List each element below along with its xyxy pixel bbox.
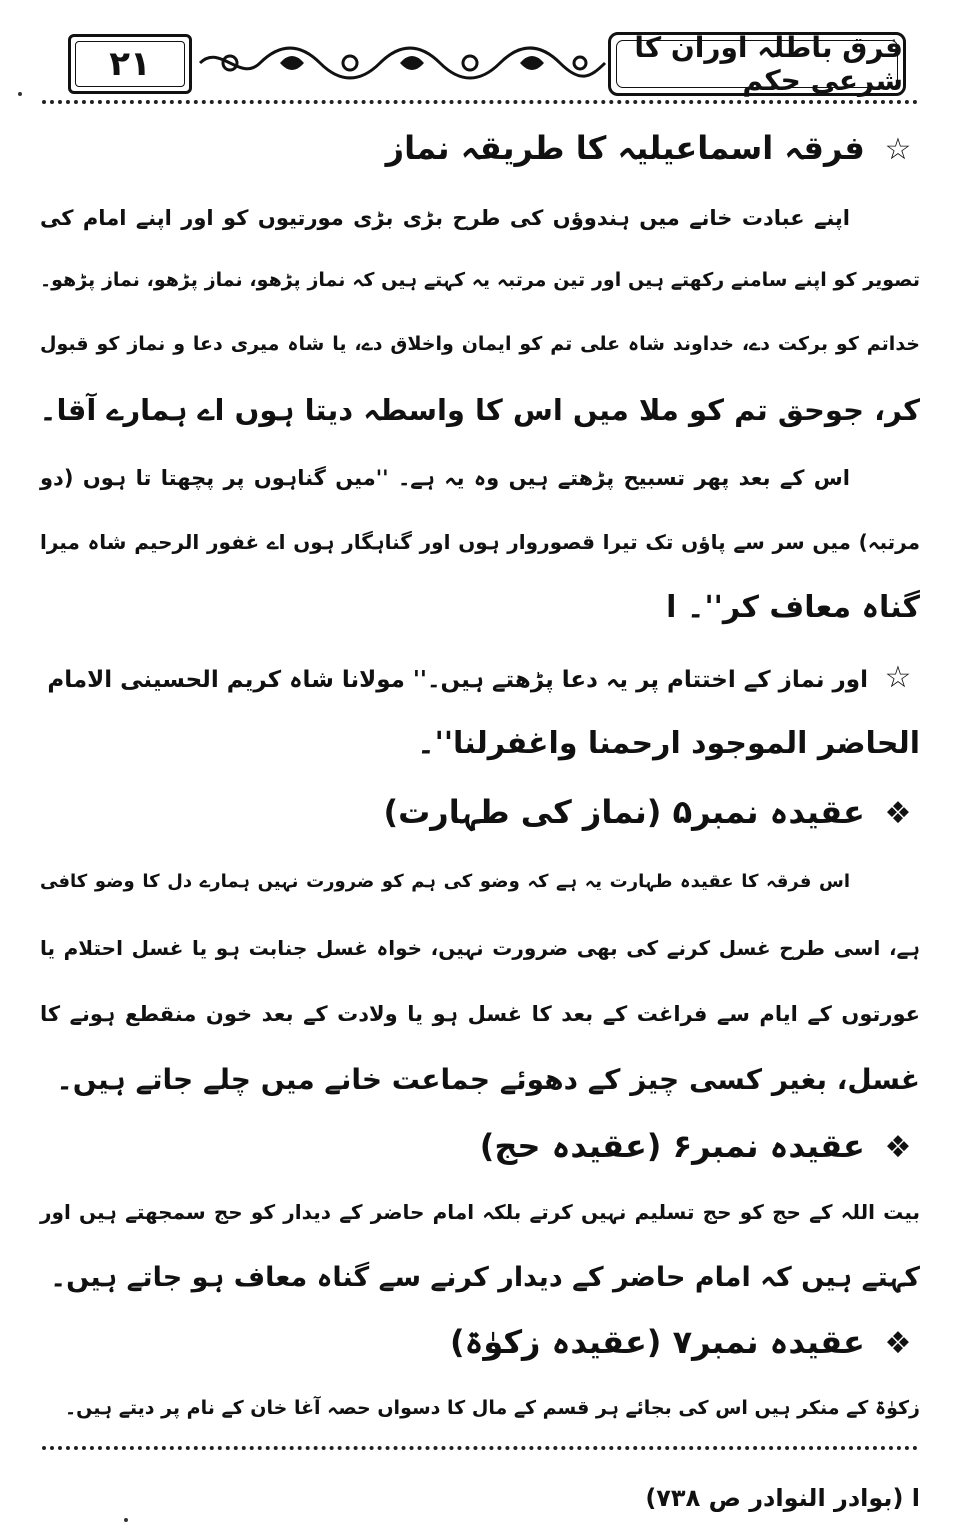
paragraph-line: اپنے عبادت خانے میں ہندوؤں کی طرح بڑی بڑی مورتیوں کو اور اپنے امام کی <box>40 206 850 230</box>
page-header <box>40 28 920 98</box>
paragraph-line: کر، جوحق تم کو ملا میں اس کا واسطہ دیتا ہوں اے ہمارے آقا۔ <box>39 393 920 427</box>
page-number: ۲۱ <box>68 34 192 94</box>
book-title: فرق باطلہ اوران کا شرعی حکم <box>608 32 906 96</box>
paragraph-line: تصویر کو اپنے سامنے رکھتے ہیں اور تین مرتبہ یہ کہتے ہیں کہ نماز پڑھو، نماز پڑھو، نماز پڑھو۔ <box>40 269 920 291</box>
section-heading-prayer <box>40 128 920 170</box>
floral-ornament-icon <box>190 38 610 88</box>
footnote-divider <box>42 1446 918 1450</box>
paragraph-line: غسل، بغیر کسی چیز کے دھوئے جماعت خانے میں چلے جاتے ہیں۔ <box>56 1063 920 1096</box>
heading-text: عقیدہ نمبر۷ (عقیدہ زکوٰۃ) <box>450 1323 865 1361</box>
paragraph-line: اس فرقہ کا عقیدہ طہارت یہ ہے کہ وضو کی ہم کو ضرورت نہیں ہمارے دل کا وضو کافی <box>40 871 850 892</box>
dua-line <box>40 658 920 700</box>
dua-line-2: الحاضر الموجود ارحمنا واغفرلنا''۔ <box>417 726 920 761</box>
scan-speck <box>18 92 22 96</box>
header-divider <box>42 100 918 104</box>
diamond-icon: ❖ <box>884 1326 912 1361</box>
section-heading-aqeeda5 <box>40 792 920 834</box>
star-icon: ☆ <box>884 660 912 695</box>
dua-arabic: مولانا شاہ کریم الحسینی الامام <box>47 667 405 693</box>
paragraph-line: خداتم کو برکت دے، خداوند شاہ علی تم کو ایمان واخلاق دے، یا شاہ میری دعا و نماز کو قبول <box>40 333 920 355</box>
paragraph-line: کہتے ہیں کہ امام حاضر کے دیدار کرنے سے گناہ معاف ہو جاتے ہیں۔ <box>50 1262 920 1293</box>
paragraph-line: بیت اللہ کے حج کو حج تسلیم نہیں کرتے بلکہ امام حاضر کے دیدار کو حج سمجھتے ہیں اور <box>40 1200 920 1224</box>
heading-text: عقیدہ نمبر۵ (نماز کی طہارت) <box>383 793 865 831</box>
heading-text: عقیدہ نمبر۶ (عقیدہ حج) <box>479 1127 865 1165</box>
paragraph-line: مرتبہ) میں سر سے پاؤں تک تیرا قصوروار ہوں اور گناہگار ہوں اے غفور الرحیم شاہ میرا <box>40 530 920 554</box>
scan-speck <box>124 1518 128 1522</box>
footnote: ا (بوادر النوادر ص ۷۳۸) <box>645 1484 920 1512</box>
paragraph-line: اس کے بعد پھر تسبیح پڑھتے ہیں وہ یہ ہے۔ ''میں گناہوں پر پچھتا تا ہوں (دو <box>40 466 850 490</box>
paragraph-line: گناہ معاف کر''۔ ا <box>666 590 920 625</box>
star-icon: ☆ <box>884 132 912 167</box>
paragraph-line: ہے، اسی طرح غسل کرنے کی بھی ضرورت نہیں، خواہ غسل جنابت ہو یا غسل احتلام یا <box>40 936 920 960</box>
section-heading-aqeeda7 <box>40 1322 920 1364</box>
paragraph-line: زکوٰۃ کے منکر ہیں اس کی بجائے ہر قسم کے مال کا دسواں حصہ آغا خان کے نام پر دیتے ہیں۔ <box>64 1397 920 1419</box>
section-heading-aqeeda6 <box>40 1126 920 1168</box>
diamond-icon: ❖ <box>884 1130 912 1165</box>
diamond-icon: ❖ <box>884 796 912 831</box>
paragraph-line: عورتوں کے ایام سے فراغت کے بعد کا غسل ہو یا ولادت کے بعد خون منقطع ہونے کا <box>40 1002 920 1026</box>
heading-text: فرقہ اسماعیلیہ کا طریقہ نماز <box>385 129 865 167</box>
dua-intro: اور نماز کے اختتام پر یہ دعا پڑھتے ہیں۔'' <box>412 667 868 693</box>
